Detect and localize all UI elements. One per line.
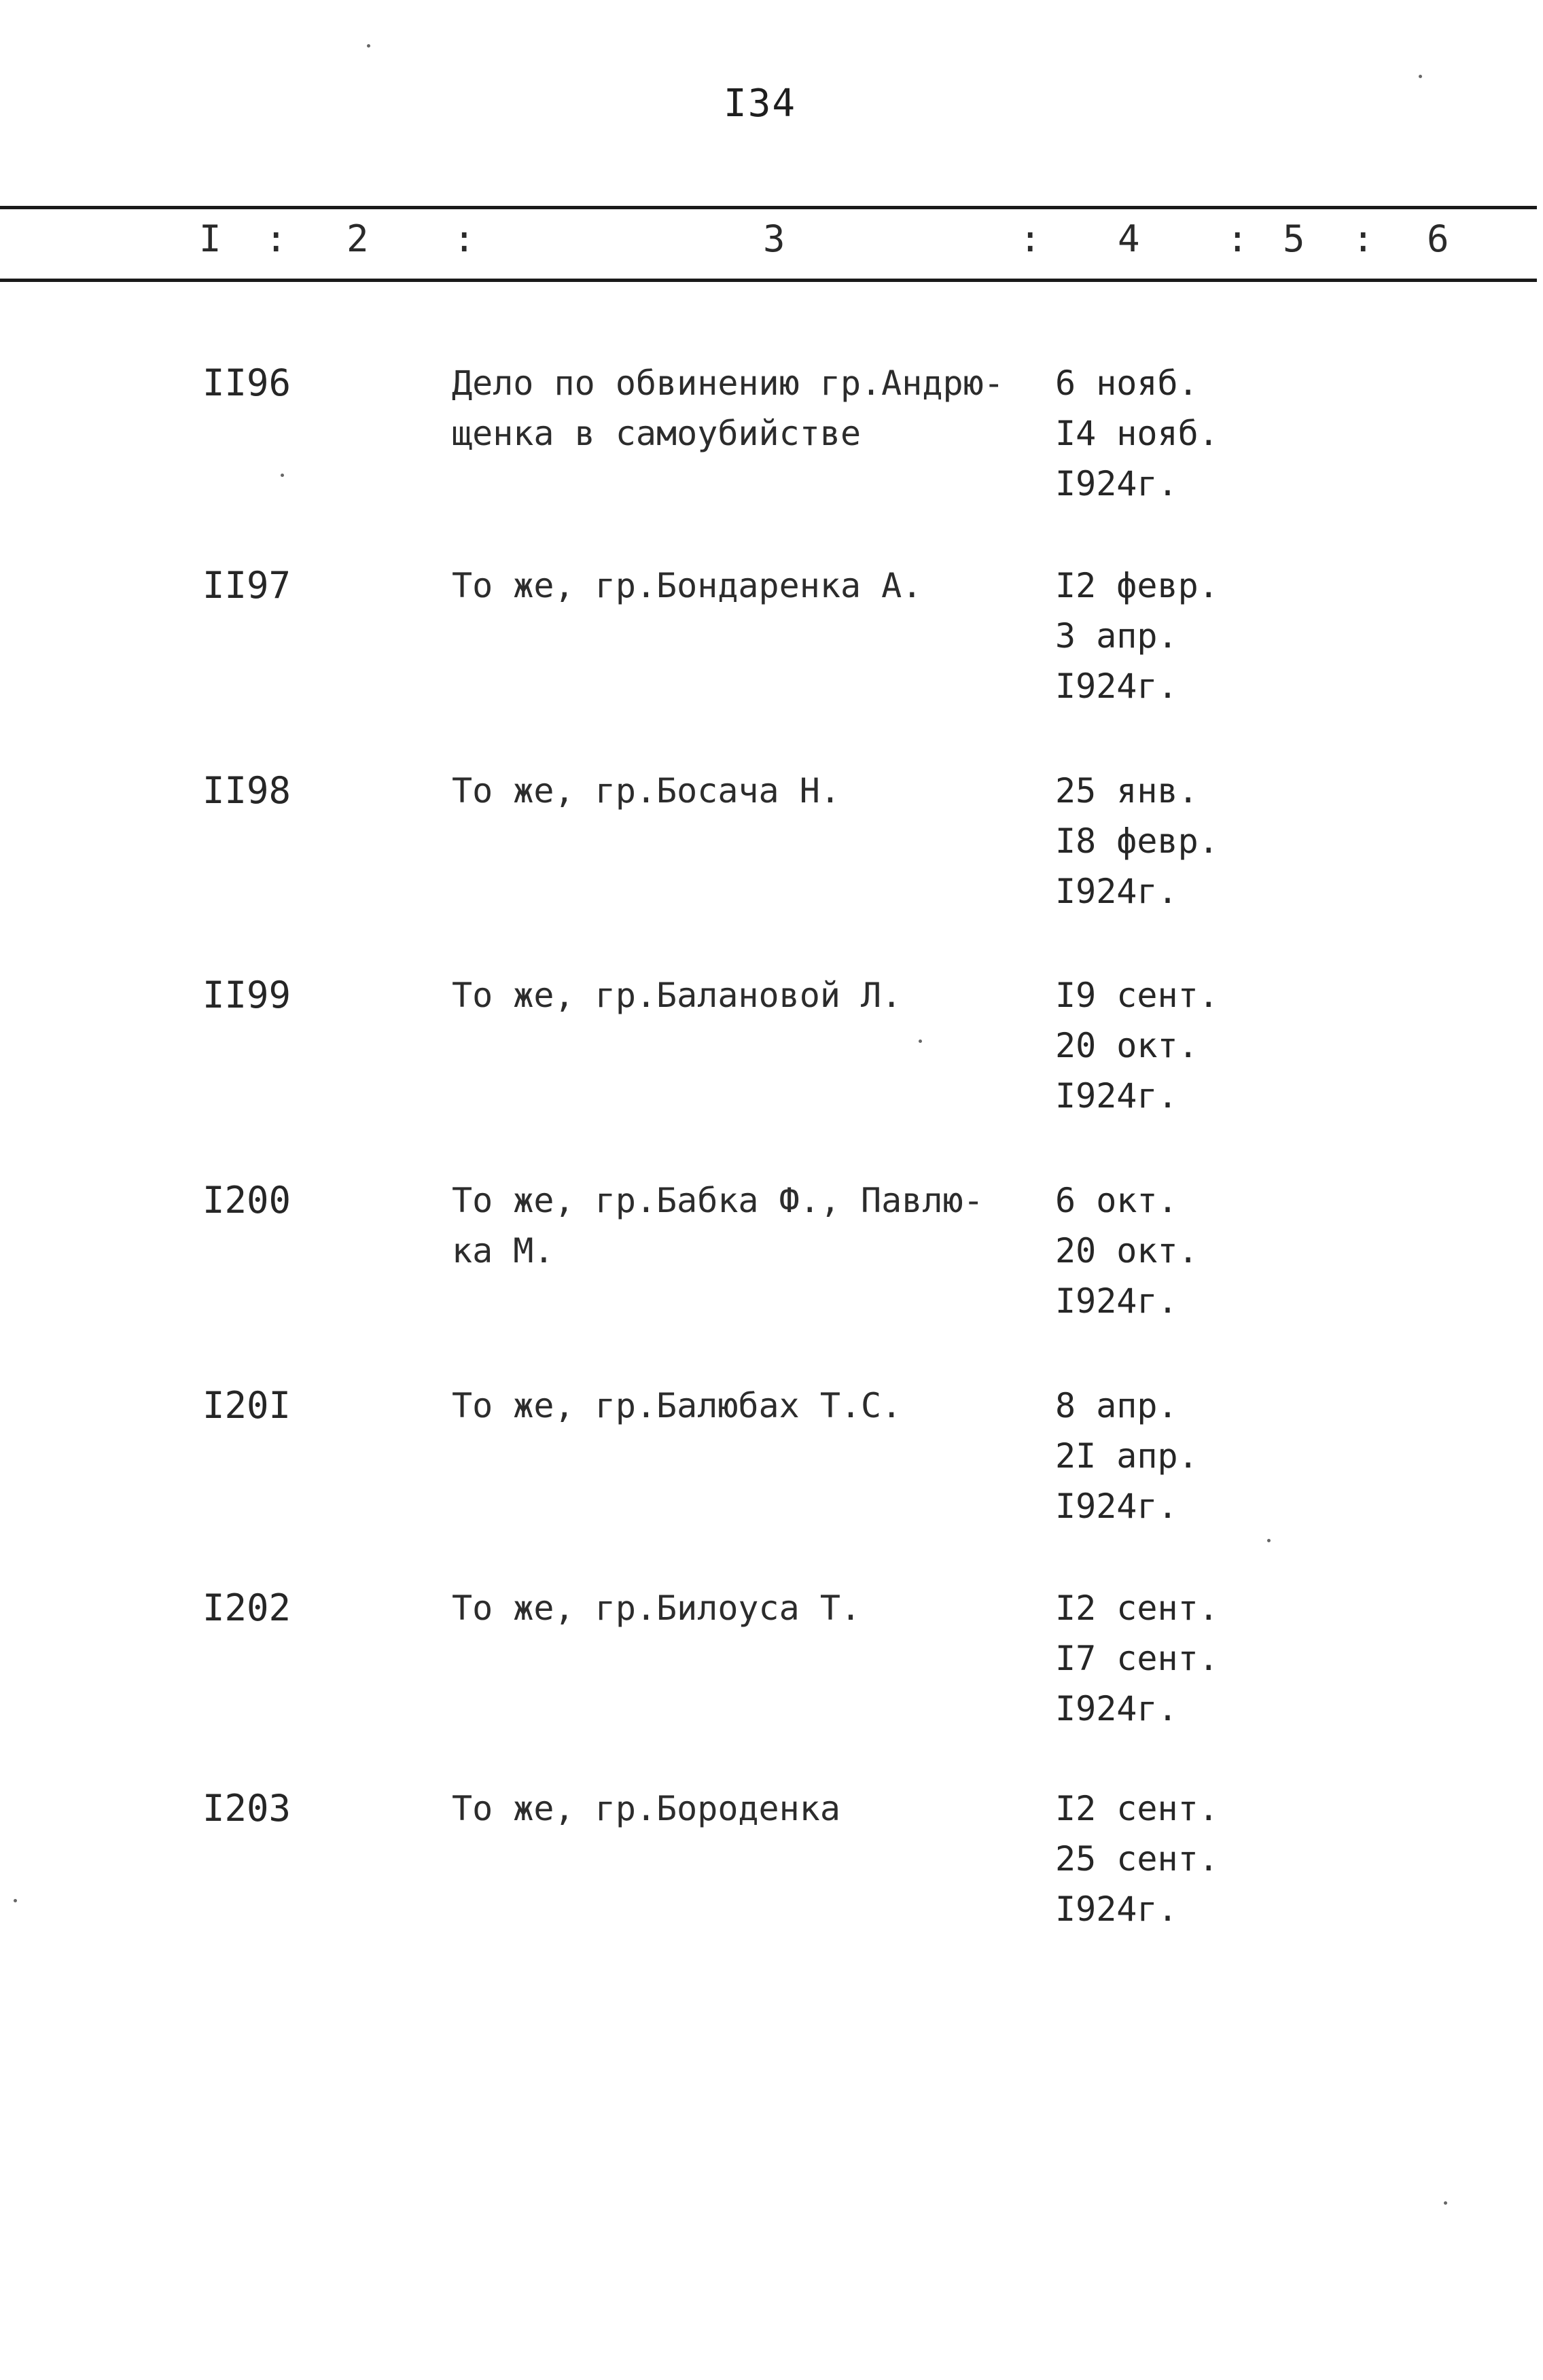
scan-speck [1419,75,1422,78]
entry-year: I924г. [1055,872,1178,911]
entry-start-date: I2 сент. [1055,1588,1219,1628]
scan-speck [1444,2201,1447,2205]
entry-title: То же, гр.Бабка Ф., Павлю- ка М. [452,1181,984,1271]
entry-dates [1055,561,1279,711]
entry-number: I202 [202,1586,291,1629]
entry-start-date: 25 янв. [1055,771,1199,811]
entry-year: I924г. [1055,1281,1178,1321]
column-header-6: 6 [1427,217,1449,260]
entry-year: I924г. [1055,1487,1178,1526]
scan-speck [14,1899,17,1902]
entry-number: II98 [202,769,291,812]
list-item [0,358,1537,514]
entry-end-date: 20 окт. [1055,1231,1199,1271]
column-header-2: 2 [347,217,369,260]
entry-title: То же, гр.Босача Н. [452,771,840,811]
column-separator: : [453,217,476,260]
entry-year: I924г. [1055,1689,1178,1728]
entry-year: I924г. [1055,1076,1178,1116]
header-bottom-rule [0,279,1537,282]
entry-dates [1055,1783,1279,1934]
entry-number: II99 [202,974,291,1016]
entry-end-date: I7 сент. [1055,1639,1219,1678]
entry-dates [1055,1175,1279,1326]
entry-start-date: I2 февр. [1055,566,1219,605]
page-number: I34 [724,82,797,126]
list-item [0,1175,1537,1332]
column-header-3: 3 [763,217,785,260]
scan-speck [1267,1539,1271,1542]
entry-end-date: I4 нояб. [1055,414,1219,453]
entry-title: То же, гр.Билоуса Т. [452,1588,862,1628]
entry-dates [1055,1381,1279,1531]
entry-end-date: 20 окт. [1055,1026,1199,1065]
entry-title: То же, гр.Бороденка [452,1789,840,1828]
column-separator: : [265,217,287,260]
entry-title: То же, гр.Бондаренка А. [452,566,923,605]
column-header-1: I [199,217,221,260]
entry-dates [1055,766,1279,917]
scan-speck [919,1040,922,1043]
entry-end-date: 3 апр. [1055,616,1178,656]
list-item [0,766,1537,922]
list-item [0,1381,1537,1537]
entry-start-date: I9 сент. [1055,976,1219,1015]
column-separator: : [1352,217,1374,260]
entry-number: I200 [202,1179,291,1222]
entry-year: I924г. [1055,667,1178,706]
entry-number: I20I [202,1384,291,1427]
entry-end-date: I8 февр. [1055,821,1219,861]
entry-start-date: I2 сент. [1055,1789,1219,1828]
list-item [0,1783,1537,1940]
column-separator: : [1019,217,1042,260]
list-item [0,561,1537,717]
entry-end-date: 2I апр. [1055,1436,1199,1476]
column-separator: : [1226,217,1249,260]
entry-number: I203 [202,1787,291,1830]
entry-dates [1055,1583,1279,1734]
scan-speck [281,474,284,477]
list-item [0,1583,1537,1739]
column-header-4: 4 [1118,217,1140,260]
entry-title: То же, гр.Балановой Л. [452,976,902,1015]
column-header-5: 5 [1283,217,1305,260]
entry-year: I924г. [1055,464,1178,503]
entry-title: Дело по обвинению гр.Андрю- щенка в самоубийстве [452,363,1004,453]
entry-number: II96 [202,361,291,404]
list-item [0,970,1537,1126]
entry-title: То же, гр.Балюбах Т.С. [452,1386,902,1425]
entry-dates [1055,358,1279,509]
entry-dates [1055,970,1279,1121]
header-top-rule [0,206,1537,209]
entry-start-date: 6 окт. [1055,1181,1178,1220]
entry-year: I924г. [1055,1889,1178,1929]
entry-end-date: 25 сент. [1055,1839,1219,1879]
entry-start-date: 8 апр. [1055,1386,1178,1425]
entry-number: II97 [202,564,291,607]
entry-start-date: 6 нояб. [1055,363,1199,403]
scan-speck [367,44,370,48]
